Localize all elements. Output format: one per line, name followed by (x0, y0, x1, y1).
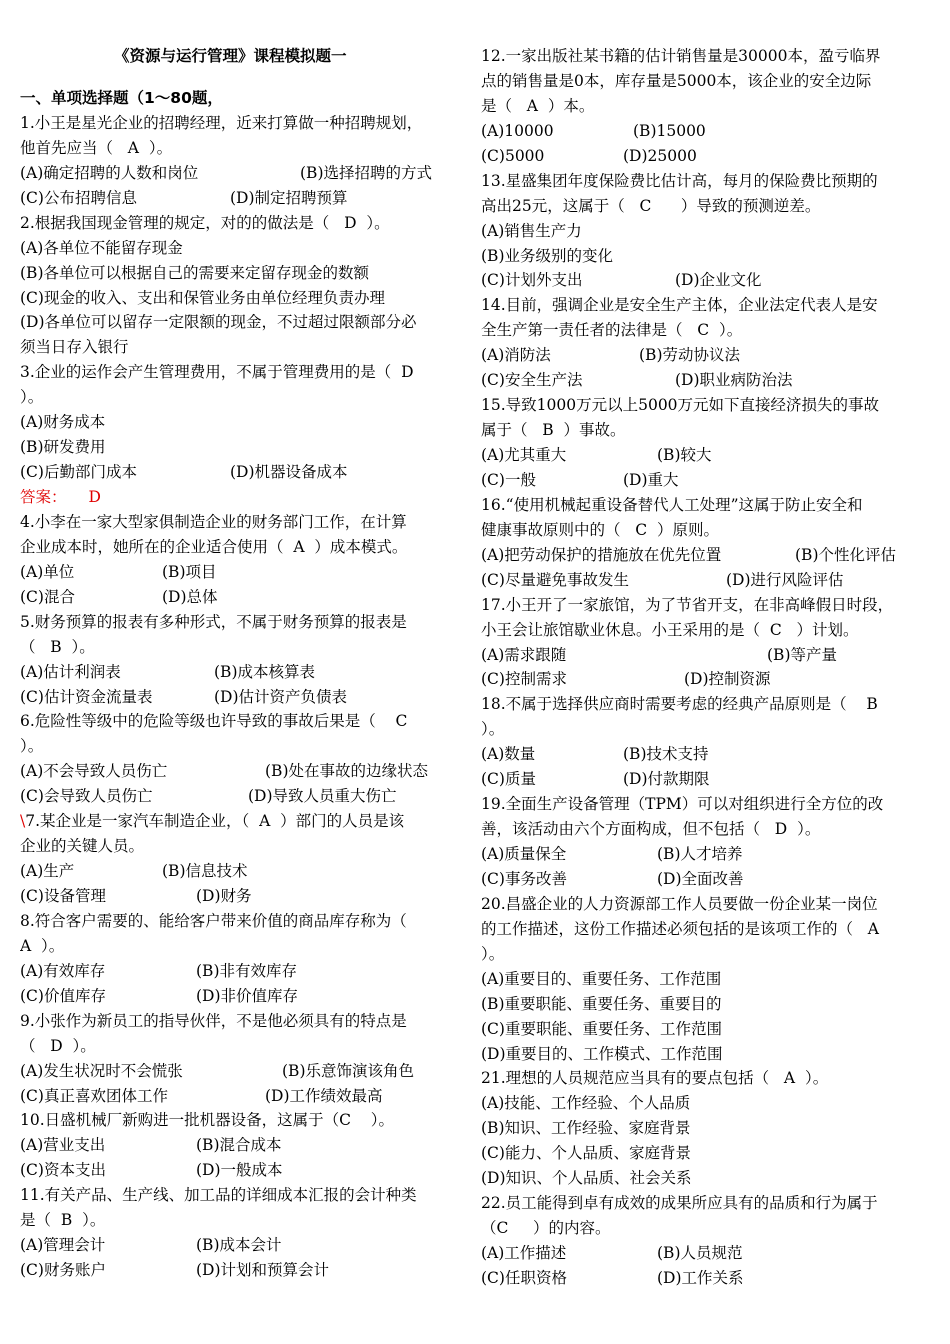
option-text: (A)发生状况时不会慌张 (20, 1061, 183, 1080)
option-text: (D)工作绩效最高 (265, 1086, 383, 1105)
option-text: (B)处在事故的边缘状态 (265, 762, 428, 781)
section-heading: 一、单项选择题（1～80题， (20, 89, 223, 107)
option-line (481, 268, 921, 293)
option-text: (C)估计资金流量表 (20, 687, 153, 706)
question-line: 6.危险性等级中的危险等级也许导致的事故后果是（ C (20, 712, 408, 731)
option-text: (B)非有效库存 (196, 961, 297, 980)
option-line (20, 660, 460, 685)
option-line (20, 560, 460, 585)
question-line: (B)研发费用 (20, 438, 106, 457)
option-text: (B)等产量 (767, 645, 837, 664)
option-line (20, 984, 460, 1009)
option-line (20, 1233, 460, 1258)
option-text: (A)质量保全 (481, 845, 567, 863)
option-text: (D)25000 (623, 146, 697, 165)
question-line: (A)销售生产力 (481, 221, 582, 240)
question-line: (A)重要目的、重要任务、工作范围 (481, 969, 722, 988)
option-text: (A)工作描述 (481, 1244, 567, 1262)
option-text: (C)尽量避免事故发生 (481, 570, 629, 589)
option-text: (D)制定招聘预算 (230, 188, 348, 207)
option-text: (D)总体 (162, 587, 218, 606)
option-text: (C)价值库存 (20, 986, 106, 1005)
question-line: 高出25元，这属于（ C ）导致的预测逆差。 (481, 196, 821, 215)
option-text: (D)非价值库存 (196, 986, 299, 1005)
option-line (481, 568, 921, 593)
option-text: (D)计划和预算会计 (196, 1261, 330, 1280)
option-text: (D)一般成本 (196, 1161, 283, 1180)
question-line: 企业的关键人员。 (20, 837, 145, 856)
option-line (481, 1266, 921, 1291)
option-text: (D)机器设备成本 (230, 463, 348, 482)
option-line (481, 468, 921, 493)
question-line: (D)知识、个人品质、社会关系 (481, 1169, 692, 1188)
option-text: (A)需求跟随 (481, 645, 567, 664)
page-title: 《资源与运行管理》课程模拟题一 (114, 47, 347, 65)
left-question-list (20, 111, 460, 1283)
option-text: (A)把劳动保护的措施放在优先位置 (481, 545, 722, 564)
option-line (20, 161, 460, 186)
right-column (481, 44, 921, 1291)
answer-value: D (88, 488, 101, 506)
question-line: 是（ A ）本。 (481, 96, 595, 115)
question-line: (A)财务成本 (20, 413, 106, 432)
option-text: (D)财务 (196, 887, 252, 905)
question-text: 7.某企业是一家汽车制造企业，（ A ）部门的人员是该 (25, 812, 405, 831)
question-line: (D)重要目的、工作模式、工作范围 (481, 1044, 723, 1063)
question-line: （C ）的内容。 (481, 1219, 611, 1238)
answer-line (20, 485, 460, 510)
question-line: 10.日盛机械厂新购进一批机器设备，这属于（C ）。 (20, 1111, 394, 1130)
option-text: (C)计划外支出 (481, 271, 583, 290)
option-text: (A)管理会计 (20, 1236, 106, 1255)
option-text: (A)数量 (481, 745, 536, 764)
option-text: (A)估计利润表 (20, 662, 121, 681)
question-line: 16.“使用机械起重设备替代人工处理”这属于防止安全和 (481, 495, 863, 514)
option-line (481, 842, 921, 867)
left-column (20, 44, 460, 1283)
question-line (20, 809, 460, 834)
option-line (20, 1158, 460, 1183)
question-line: 17.小王开了一家旅馆，为了节省开支，在非高峰假日时段， (481, 595, 894, 614)
question-line: (C)重要职能、重要任务、工作范围 (481, 1019, 722, 1038)
question-line: 他首先应当（ A ）。 (20, 138, 173, 157)
option-line (481, 1241, 921, 1266)
question-line: 2.根据我国现金管理的规定，对的的做法是（ D ）。 (20, 213, 390, 232)
question-line: (B)业务级别的变化 (481, 246, 613, 265)
option-text: (C)任职资格 (481, 1268, 567, 1287)
question-line: ）。 (20, 737, 44, 756)
question-line: 18.不属于选择供应商时需要考虑的经典产品原则是（ B (481, 695, 878, 714)
option-text: (B)项目 (162, 562, 217, 581)
option-line (20, 759, 460, 784)
question-line: （ B ）。 (20, 637, 95, 656)
option-line (20, 959, 460, 984)
option-line (481, 667, 921, 692)
option-text: (C)后勤部门成本 (20, 463, 137, 482)
question-line: 须当日存入银行 (20, 338, 129, 357)
question-line: (B)各单位可以根据自己的需要来定留存现金的数额 (20, 263, 369, 282)
question-line: 健康事故原则中的（ C ）原则。 (481, 520, 719, 539)
option-text: (A)尤其重大 (481, 446, 567, 464)
option-text: (A)营业支出 (20, 1136, 106, 1155)
question-line: 全生产第一责任者的法律是（ C ）。 (481, 321, 743, 340)
question-line: 9.小张作为新员工的指导伙伴，不是他必须具有的特点是 (20, 1011, 407, 1030)
option-text: (B)成本会计 (196, 1236, 282, 1255)
option-line (481, 343, 921, 368)
option-text: (C)5000 (481, 146, 545, 165)
option-text: (B)成本核算表 (214, 662, 315, 681)
option-text: (A)不会导致人员伤亡 (20, 762, 168, 781)
option-line (20, 784, 460, 809)
question-line: (A)技能、工作经验、个人品质 (481, 1094, 691, 1113)
option-line (481, 767, 921, 792)
question-line: 13.星盛集团年度保险费比估计高，每月的保险费比预期的 (481, 171, 878, 190)
question-line: 11.有关产品、生产线、加工品的详细成本汇报的会计种类 (20, 1186, 417, 1205)
option-text: (C)公布招聘信息 (20, 188, 137, 207)
question-line: A ）。 (20, 936, 65, 955)
question-line: (C)能力、个人品质、家庭背景 (481, 1144, 691, 1163)
option-text: (C)安全生产法 (481, 371, 583, 390)
option-text: (C)设备管理 (20, 887, 106, 905)
option-line (481, 368, 921, 393)
question-line: 20.昌盛企业的人力资源部工作人员要做一份企业某一岗位 (481, 894, 878, 913)
option-text: (B)乐意饰演该角色 (282, 1061, 414, 1080)
option-line (481, 543, 921, 568)
option-text: (D)重大 (623, 470, 679, 489)
question-line: 15.导致1000万元以上5000万元如下直接经济损失的事故 (481, 396, 880, 415)
option-text: (D)付款期限 (623, 770, 710, 789)
option-text: (C)事务改善 (481, 869, 567, 888)
question-line: 企业成本时，她所在的企业适合使用（ A ）成本模式。 (20, 537, 408, 556)
option-text: (B)选择招聘的方式 (300, 163, 432, 182)
option-text: (D)工作关系 (657, 1268, 744, 1287)
option-text: (A)消防法 (481, 346, 551, 365)
option-text: (D)企业文化 (675, 271, 762, 290)
option-text: (A)确定招聘的人数和岗位 (20, 163, 199, 182)
option-text: (C)控制需求 (481, 670, 567, 689)
option-text: (B)个性化评估 (795, 545, 896, 564)
question-line: 14.目前，强调企业是安全生产主体，企业法定代表人是安 (481, 296, 878, 315)
question-line: 1.小王是星光企业的招聘经理，近来打算做一种招聘规划， (20, 113, 423, 132)
option-text: (B)技术支持 (623, 745, 709, 764)
option-text: (D)职业病防治法 (675, 371, 793, 390)
option-text: (A)单位 (20, 562, 75, 581)
option-line (481, 867, 921, 892)
option-text: (A)有效库存 (20, 961, 106, 980)
option-text: (C)资本支出 (20, 1161, 106, 1180)
stray-mark: \ (20, 812, 26, 831)
option-line (20, 1084, 460, 1109)
option-text: (B)人员规范 (657, 1244, 743, 1262)
option-text: (B)混合成本 (196, 1136, 282, 1155)
option-line (20, 859, 460, 884)
option-text: (D)进行风险评估 (726, 570, 844, 589)
question-line: 的工作描述，这份工作描述必须包括的是该项工作的（ A (481, 919, 879, 938)
question-line: 3.企业的运作会产生管理费用，不属于管理费用的是（ D (20, 363, 414, 382)
question-line: 小王会让旅馆歇业休息。小王采用的是（ C ）计划。 (481, 620, 859, 639)
option-text: (C)真正喜欢团体工作 (20, 1086, 168, 1105)
option-text: (D)导致人员重大伤亡 (248, 787, 397, 806)
question-line: 点的销售量是0本，库存量是5000本，该企业的安全边际 (481, 71, 872, 90)
option-text: (D)估计资产负债表 (214, 687, 348, 706)
option-line (20, 884, 460, 909)
option-line (481, 443, 921, 468)
question-line: 4.小李在一家大型家俱制造企业的财务部门工作，在计算 (20, 512, 407, 531)
option-text: (C)会导致人员伤亡 (20, 787, 153, 806)
question-line: 12.一家出版社某书籍的估计销售量是30000本，盈亏临界 (481, 47, 881, 65)
question-line: (D)各单位可以留存一定限额的现金，不过超过限额部分必 (20, 313, 417, 332)
option-line (481, 119, 921, 144)
question-line: 8.符合客户需要的、能给客户带来价值的商品库存称为（ (20, 911, 407, 930)
option-line (20, 1258, 460, 1283)
option-text: (A)10000 (481, 121, 554, 140)
option-text: (D)控制资源 (684, 670, 771, 689)
question-line: （ D ）。 (20, 1036, 96, 1055)
question-line: (C)现金的收入、支出和保管业务由单位经理负责办理 (20, 288, 385, 307)
question-line: 属于（ B ）事故。 (481, 421, 626, 440)
option-text: (B)15000 (633, 121, 706, 140)
question-line: (B)重要职能、重要任务、重要目的 (481, 994, 722, 1013)
option-text: (B)劳动协议法 (639, 346, 740, 365)
question-line: 是（ B ）。 (20, 1211, 106, 1230)
option-line (20, 585, 460, 610)
option-line (20, 685, 460, 710)
question-line: 5.财务预算的报表有多种形式，不属于财务预算的报表是 (20, 612, 407, 631)
option-text: (B)较大 (657, 446, 712, 464)
right-question-list (481, 44, 921, 1291)
option-text: (B)信息技术 (162, 862, 248, 881)
option-text: (C)财务账户 (20, 1261, 106, 1280)
option-text: (C)混合 (20, 587, 75, 606)
option-text: (D)全面改善 (657, 869, 744, 888)
question-line: 22.员工能得到卓有成效的成果所应具有的品质和行为属于 (481, 1194, 878, 1213)
question-line: (A)各单位不能留存现金 (20, 238, 183, 257)
option-text: (C)一般 (481, 470, 536, 489)
option-line (20, 186, 460, 211)
option-line (481, 144, 921, 169)
question-line: ）。 (481, 944, 505, 963)
answer-label: 答案： (20, 488, 67, 506)
option-line (481, 742, 921, 767)
question-line: (B)知识、工作经验、家庭背景 (481, 1119, 691, 1138)
option-line (20, 1133, 460, 1158)
option-line (20, 1059, 460, 1084)
option-line (481, 643, 921, 668)
question-line: 19.全面生产设备管理（TPM）可以对组织进行全方位的改 (481, 795, 884, 814)
question-line: ）。 (481, 720, 505, 739)
option-text: (A)生产 (20, 862, 75, 881)
option-text: (C)质量 (481, 770, 536, 789)
question-line: 21.理想的人员规范应当具有的要点包括（ A ）。 (481, 1069, 829, 1088)
question-line: 善，该活动由六个方面构成，但不包括（ D ）。 (481, 820, 821, 839)
option-line (20, 460, 460, 485)
option-text: (B)人才培养 (657, 845, 743, 863)
question-line: ）。 (20, 388, 44, 407)
